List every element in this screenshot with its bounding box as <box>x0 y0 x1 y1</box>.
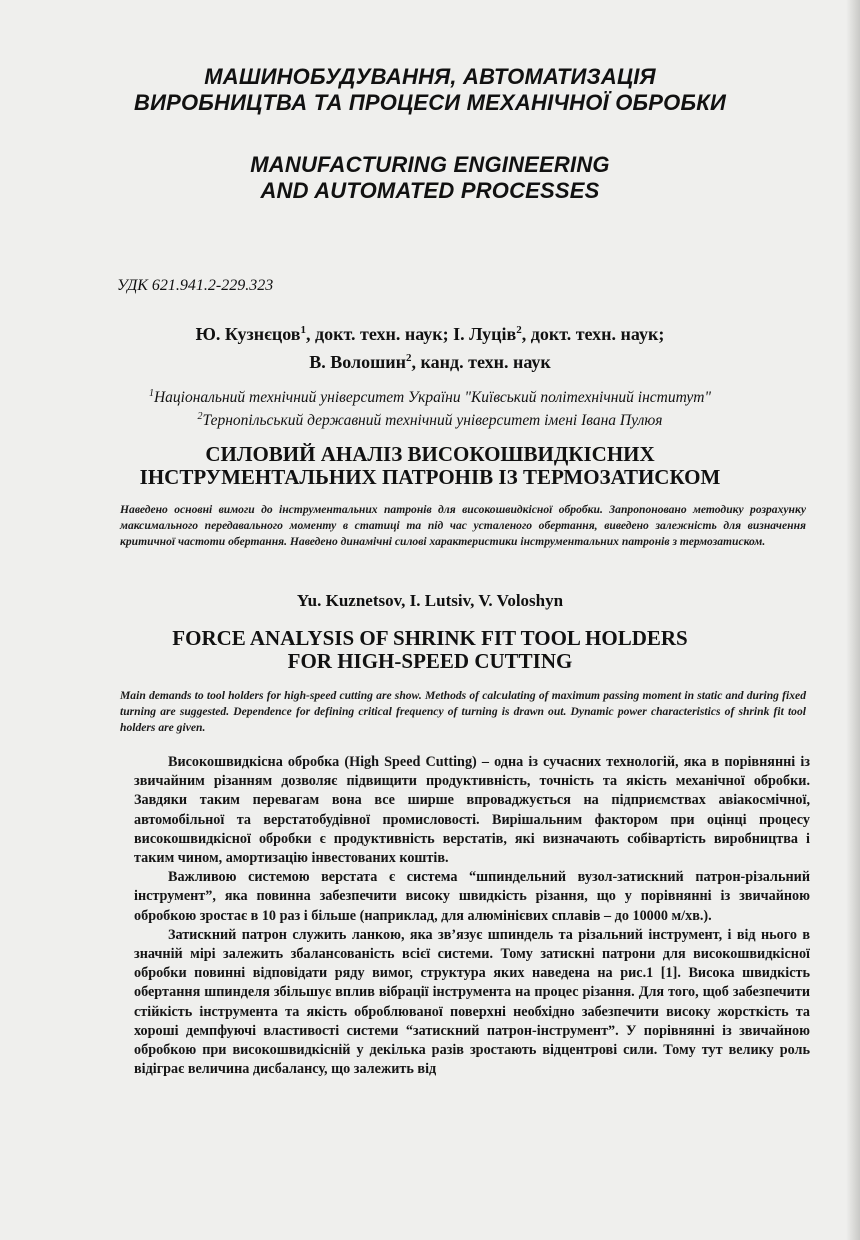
section-title-ua <box>0 64 860 116</box>
body-paragraph-2: Важливою системою верстата є система “шпиндельний вузол-затискний патрон-різальний інструмент”, яка повинна забезпечити високу швидкість різання, що у порівнянні із звичайною обробкою зростає в 10 раз і більше (наприклад, для алюмінієвих сплавів – до 10000 м/хв.). <box>134 869 810 924</box>
authors-ua-line1 <box>0 318 860 346</box>
section-title-en-line1: MANUFACTURING ENGINEERING <box>250 152 610 177</box>
abstract-ua: Наведено основні вимоги до інструментальних патронів для високошвидкісної обробки. Запропоновано методику розрахунку максимального передавального моменту в статиці та під час усталеного обертання, виведено залежність для визначення критичної частоти обертання. Наведено динамічні силові характеристики інструментальних патронів з термозатиском. <box>120 503 806 548</box>
authors-ua <box>0 318 860 374</box>
author-2-name: І. Луців <box>453 324 517 344</box>
affiliations <box>0 384 860 430</box>
paper-title-ua-line1: СИЛОВИЙ АНАЛІЗ ВИСОКОШВИДКІСНИХ <box>205 442 655 466</box>
author-2-affil-mark: 2 <box>516 324 522 336</box>
page-edge-shadow <box>846 0 860 1240</box>
author-1-degree: , докт. техн. наук; <box>306 324 454 344</box>
paper-title-en-line2: FOR HIGH-SPEED CUTTING <box>287 649 573 673</box>
authors-en-block <box>0 591 860 611</box>
paper-title-ua <box>0 443 860 489</box>
affiliation-1-text: Національний технічний університет України "Київський політехнічний інститут" <box>153 389 712 407</box>
affiliation-1-mark: 1 <box>148 388 154 399</box>
affiliation-1 <box>0 384 860 407</box>
abstract-en: Main demands to tool holders for high-speed cutting are show. Methods of calculating of maximum passing moment in static and during fixed turning are suggested. Dependence for defining critical frequency of turning is drawn out. Dynamic power characteristics of shrink fit tool holders are given. <box>120 689 806 734</box>
author-1-affil-mark: 1 <box>300 324 307 336</box>
affiliation-2-mark: 2 <box>197 411 203 423</box>
author-1-name: Ю. Кузнєцов <box>195 324 301 344</box>
paper-title-en-line1: FORCE ANALYSIS OF SHRINK FIT TOOL HOLDERS <box>172 626 688 650</box>
body-paragraph-3: Затискний патрон служить ланкою, яка зв’язує шпиндель та різальний інструмент, і від нього в значній мірі залежить збалансованість всієї системи. Тому затискні патрони для високошвидкісної обробки повинні відповідати ряду вимог, структура яких наведена на рис.1 [1]. Висока швидкість обертання шпинделя збільшує вплив вібрації інструмента на процес різання. Для того, щоб забезпечити стійкість інструмента та якість оброблюваної поверхні необхідно забезпечити високу жорсткість та хороші демпфуючі властивості системи “затискний патрон-інструмент”. У порівнянні із звичайною обробкою при високошвидкісній у декілька разів зростають відцентрові сили. Тому тут велику роль відіграє величина дисбалансу, що залежить від <box>134 926 810 1078</box>
paper-title-en <box>0 627 860 673</box>
body-paragraph-1: Високошвидкісна обробка (High Speed Cutting) – одна із сучасних технологій, яка в порівнянні із звичайним різанням дозволяє підвищити продуктивність, точність та якість механічної обробки. Завдяки таким перевагам вона все ширше впроваджується на підприємствах авіакосмічної, автомобільної та верстатобудівної промисловості. Вирішальним фактором при оцінці процесу високошвидкісної обробки є продуктивність верстатів, які визначають собівартість виробництва і таким чином, амортизацію інвестованих коштів. <box>134 754 810 867</box>
authors-en: Yu. Kuznetsov, I. Lutsiv, V. Voloshyn <box>296 591 564 610</box>
affiliation-2 <box>0 407 860 430</box>
authors-ua-line2 <box>0 346 860 374</box>
body-text <box>134 753 810 1079</box>
section-title-ua-line2: ВИРОБНИЦТВА ТА ПРОЦЕСИ МЕХАНІЧНОЇ ОБРОБКИ <box>133 90 727 115</box>
author-3-affil-mark: 2 <box>406 352 412 364</box>
author-3-name: В. Волошин <box>309 352 407 372</box>
section-title-en <box>0 152 860 204</box>
affiliation-2-text: Тернопільський державний технічний університет імені Івана Пулюя <box>202 412 663 430</box>
section-title-ua-line1: МАШИНОБУДУВАННЯ, АВТОМАТИЗАЦІЯ <box>204 64 656 89</box>
author-2-degree: , докт. техн. наук; <box>521 324 665 344</box>
section-title-en-line2: AND AUTOMATED PROCESSES <box>260 178 600 203</box>
paper-title-ua-line2: ІНСТРУМЕНТАЛЬНИХ ПАТРОНІВ ІЗ ТЕРМОЗАТИСКОМ <box>139 465 721 489</box>
author-3-degree: , канд. техн. наук <box>411 352 551 372</box>
udk-code: УДК 621.941.2-229.323 <box>117 277 274 294</box>
